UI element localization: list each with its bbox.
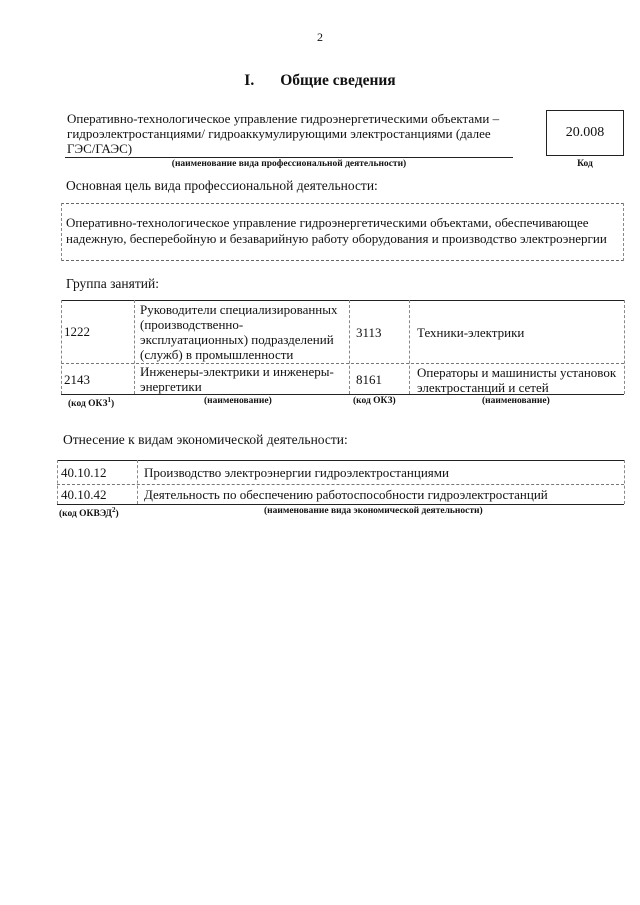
activity-code-caption: Код xyxy=(577,159,593,169)
occupation-name-line: электростанций и сетей xyxy=(417,380,549,395)
table-column-divider xyxy=(57,460,58,504)
occupation-name-line: Техники-электрики xyxy=(417,325,525,340)
occupation-name xyxy=(417,365,622,395)
footnote-mark: 1 xyxy=(107,396,111,404)
purpose-line: надежную, бесперебойную и безаварийную работу оборудования и производство электроэнергии xyxy=(66,231,607,246)
purpose-text xyxy=(66,215,622,247)
okz-code: 1222 xyxy=(64,324,90,339)
okz-code: 8161 xyxy=(356,372,382,387)
occupation-name-line: Инженеры-электрики и инженеры- xyxy=(140,364,334,379)
purpose-label: Основная цель вида профессиональной деятельности: xyxy=(66,178,378,193)
occupation-name-line: энергетики xyxy=(140,379,202,394)
activity-kind-line: ГЭС/ГАЭС) xyxy=(67,141,133,156)
purpose-line: Оперативно-технологическое управление гидроэнергетическими объектами, обеспечивающее xyxy=(66,215,589,230)
activity-kind-caption: (наименование вида профессиональной деятельности) xyxy=(171,159,407,169)
section-title xyxy=(0,72,640,90)
footnote-mark: 2 xyxy=(111,506,116,514)
table-border-top xyxy=(61,300,624,301)
okz-code: 2143 xyxy=(64,372,90,387)
okz-name-caption: (наименование) xyxy=(482,396,550,406)
activity-code: 20.008 xyxy=(565,125,605,140)
okz-code-caption: (код ОКЗ$^1$) xyxy=(68,396,115,410)
activity-code-box xyxy=(546,110,624,156)
okved-name: Деятельность по обеспечению работоспособности гидроэлектростанций xyxy=(144,487,548,502)
economic-activity-label: Отнесение к видам экономической деятельности: xyxy=(63,432,348,447)
table-row-divider xyxy=(57,484,624,485)
table-column-divider xyxy=(624,460,625,504)
table-column-divider xyxy=(61,300,62,394)
section-title-text: Общие сведения xyxy=(280,72,396,89)
okved-code: 40.10.12 xyxy=(61,465,107,480)
section-number: I. xyxy=(244,72,255,89)
table-column-divider xyxy=(409,300,410,394)
occupation-name-line: (производственно- xyxy=(140,317,244,332)
okved-name: Производство электроэнергии гидроэлектростанциями xyxy=(144,465,449,480)
okz-code: 3113 xyxy=(356,325,382,340)
activity-kind-name xyxy=(67,111,522,156)
occupation-group-label: Группа занятий: xyxy=(66,276,159,291)
okved-code: 40.10.42 xyxy=(61,487,107,502)
okved-name-caption: (наименование вида экономической деятельности) xyxy=(264,506,483,516)
table-column-divider xyxy=(137,460,138,504)
table-column-divider xyxy=(624,300,625,394)
activity-kind-line: Оперативно-технологическое управление гидроэнергетическими объектами – xyxy=(67,111,500,126)
occupation-name-line: (служб) в промышленности xyxy=(140,347,294,362)
activity-kind-line: гидроэлектростанциями/ гидроаккумулирующими электростанциями (далее xyxy=(67,126,491,141)
table-column-divider xyxy=(134,300,135,394)
page-number: 2 xyxy=(317,30,323,44)
occupation-name xyxy=(140,364,350,394)
occupation-name-line: эксплуатационных) подразделений xyxy=(140,332,334,347)
table-border-top xyxy=(57,460,624,461)
occupation-name-line: Руководители специализированных xyxy=(140,302,338,317)
occupation-name-line: Операторы и машинисты установок xyxy=(417,365,617,380)
okved-code-caption: (код ОКВЭД$^2$) xyxy=(59,506,119,520)
activity-kind-underline xyxy=(65,157,513,158)
occupation-name xyxy=(417,325,622,340)
table-border-bottom xyxy=(57,504,624,505)
okz-code-caption: (код ОКЗ) xyxy=(353,396,396,406)
occupation-name xyxy=(140,302,350,362)
okved-caption-text: (код ОКВЭД xyxy=(59,509,112,520)
okz-caption-text: (код ОКЗ xyxy=(68,399,108,410)
okz-name-caption: (наименование) xyxy=(204,396,272,406)
